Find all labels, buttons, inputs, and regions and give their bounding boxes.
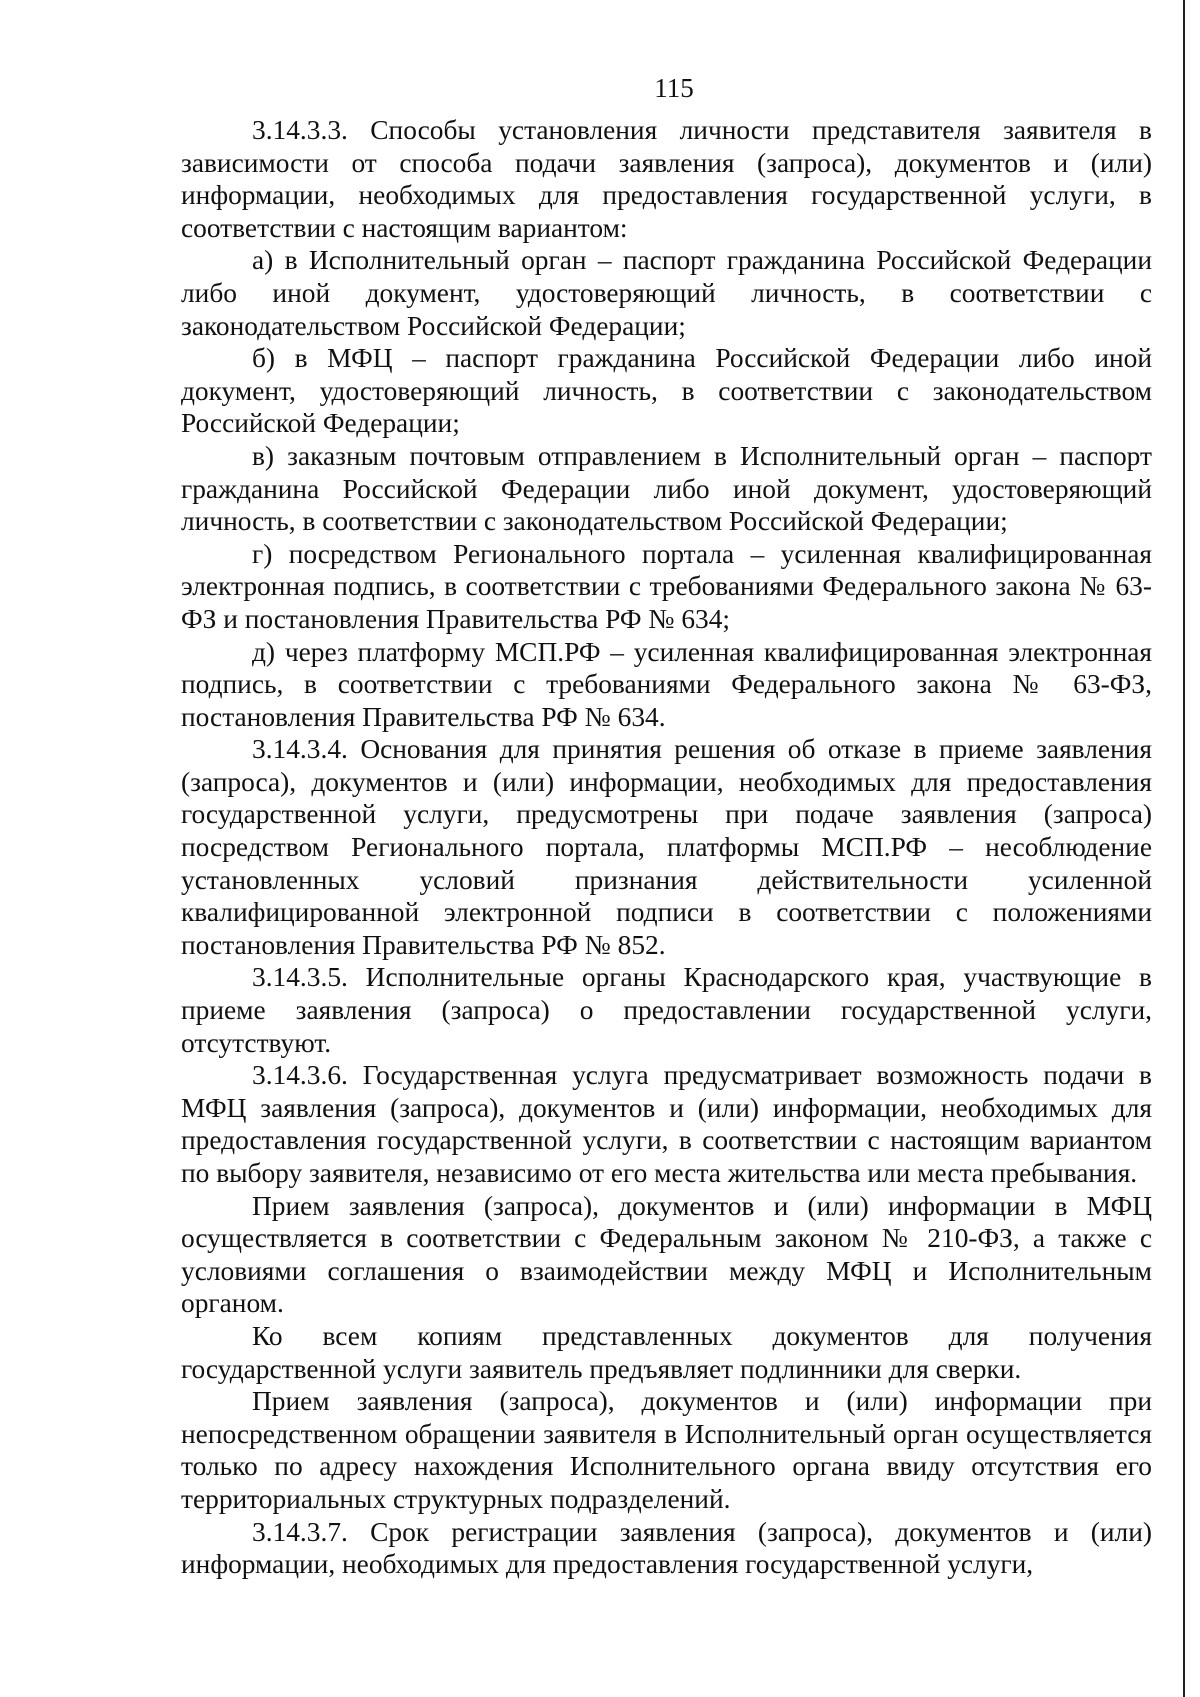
paragraph-3-14-3-4: 3.14.3.4. Основания для принятия решения об отказе в приеме заявления (запроса), документов и (или) информации, необходимых для предоставления государственной услуги, предусмотрены при подаче заявления (запроса) посредством Регионального портала, платформы МСП.РФ – несоблюдение установленных условий признания действительности усиленной квалифицированной электронной подписи в соответствии с положениями постановления Правительства РФ № 852. [181,734,1152,960]
paragraph-direct-reception: Прием заявления (запроса), документов и (или) информации при непосредственном обращении заявителя в Исполнительный орган осуществляется только по адресу нахождения Исполнительного органа ввиду отсутствия его территориальных структурных подразделений. [181,1386,1152,1514]
document-body [181,114,1152,1581]
paragraph-3-14-3-3: 3.14.3.3. Способы установления личности представителя заявителя в зависимости от способа подачи заявления (запроса), документов и (или) информации, необходимых для предоставления государственной услуги, в соответствии с настоящим вариантом: [181,115,1152,243]
paragraph-3-14-3-6: 3.14.3.6. Государственная услуга предусматривает возможность подачи в МФЦ заявления (запроса), документов и (или) информации, необходимых для предоставления государственной услуги, в соответствии с настоящим вариантом по выбору заявителя, независимо от его места жительства или места пребывания. [181,1060,1152,1188]
list-item-a: а) в Исполнительный орган – паспорт гражданина Российской Федерации либо иной документ, удостоверяющий личность, в соответствии с законодательством Российской Федерации; [181,245,1152,341]
page-edge-line [1183,0,1185,1697]
paragraph-copies-originals: Ко всем копиям представленных документов для получения государственной услуги заявитель предъявляет подлинники для сверки. [181,1320,1152,1384]
list-item-g: г) посредством Регионального портала – усиленная квалифицированная электронная подпись, в соответствии с требованиями Федерального закона № 63-ФЗ и постановления Правительства РФ № 634; [181,538,1152,634]
list-item-b: б) в МФЦ – паспорт гражданина Российской Федерации либо иной документ, удостоверяющий личность, в соответствии с законодательством Российской Федерации; [181,343,1152,439]
paragraph-3-14-3-7: 3.14.3.7. Срок регистрации заявления (запроса), документов и (или) информации, необходимых для предоставления государственной услуги, [181,1516,1152,1580]
page-number: 115 [654,73,694,103]
list-item-v: в) заказным почтовым отправлением в Исполнительный орган – паспорт гражданина Российской Федерации либо иной документ, удостоверяющий личность, в соответствии с законодательством Российской Федерации; [181,440,1152,537]
paragraph-3-14-3-5: 3.14.3.5. Исполнительные органы Краснодарского края, участвующие в приеме заявления (запроса) о предоставлении государственной услуги, отсутствуют. [181,962,1152,1058]
paragraph-mfc-reception: Прием заявления (запроса), документов и (или) информации в МФЦ осуществляется в соответствии с Федеральным законом № 210-ФЗ, а также с условиями соглашения о взаимодействии между МФЦ и Исполнительным органом. [181,1190,1152,1319]
list-item-d: д) через платформу МСП.РФ – усиленная квалифицированная электронная подпись, в соответствии с требованиями Федерального закона № 63-ФЗ, постановления Правительства РФ № 634. [181,636,1152,732]
